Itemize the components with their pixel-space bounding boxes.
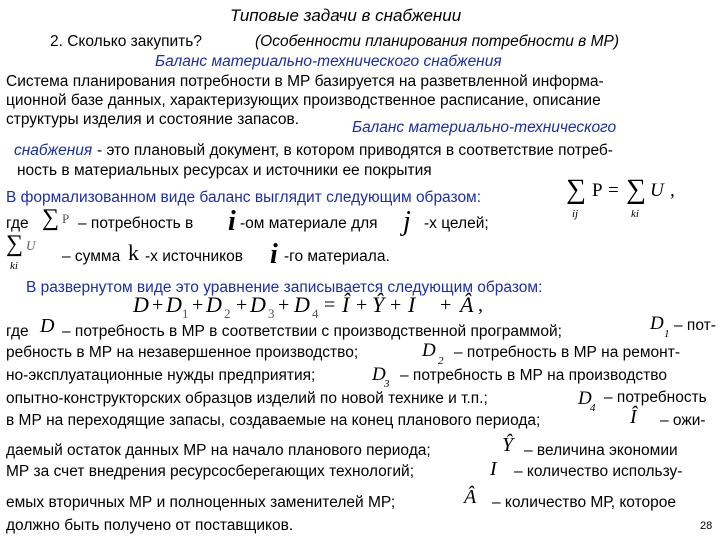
def-D4-text-a: – потребность — [604, 389, 707, 406]
formula-sub-ij: ij — [572, 208, 579, 220]
def-n3: 3 — [384, 378, 390, 390]
formula-sub-ki: ki — [631, 208, 639, 220]
eq-D3: D — [250, 292, 266, 317]
eq-plus-5: + — [356, 294, 368, 316]
def-D4: D — [578, 388, 592, 409]
eq-plus-2: + — [192, 294, 204, 316]
def-D2-text-a: – потребность в МР на ремонт- — [454, 344, 680, 361]
def-A-hat-text-b: должно быть получено от поставщиков. — [6, 517, 294, 534]
def-D1: D — [650, 313, 664, 334]
def-n4: 4 — [590, 402, 596, 414]
formal-view-line: В формализованном виде баланс выглядит следующим образом: — [6, 189, 482, 206]
def-D-text: – потребность в МР в соответствии с производственной программой; — [62, 323, 562, 340]
question-heading: 2. Сколько закупить? — [50, 33, 202, 50]
def-D1-text-a: – пот- — [674, 317, 716, 334]
eq-period: , — [478, 294, 483, 316]
def-I-hat: Î — [630, 406, 637, 428]
def-I-hat-text-b: даемый остаток данных МР на начало планового периода; — [6, 442, 431, 459]
def-I: I — [490, 458, 497, 480]
def-I-text-a: – количество использу- — [514, 463, 683, 480]
question-note: (Особенности планирования потребности в МР) — [255, 33, 619, 50]
def-Y-hat: Ŷ — [502, 434, 514, 456]
symbol-k: k — [128, 240, 139, 265]
inline-U: U — [26, 238, 36, 253]
slide-title: Типовые задачи в снабжении — [230, 6, 462, 25]
def-D3-text-a: – потребность в МР на производство — [400, 367, 667, 384]
text-sum: – сумма — [62, 248, 121, 265]
eq-n4: 4 — [312, 306, 319, 321]
def-A-hat-text-a: – количество МР, которое — [492, 494, 676, 511]
def-D2: D — [422, 340, 436, 361]
formula-sum-U: ∑ — [626, 174, 646, 205]
eq-D4: D — [294, 292, 310, 317]
page-number: 28 — [700, 520, 713, 532]
eq-plus-7: + — [440, 294, 452, 316]
symbol-j: j — [403, 206, 411, 237]
text-sources: -х источников — [145, 248, 243, 265]
eq-n3: 3 — [268, 306, 275, 321]
symbol-i-2: i — [270, 239, 278, 270]
eq-Y-hat: Ŷ — [372, 292, 385, 317]
def-n2: 2 — [438, 355, 444, 367]
def-D2-text-b: но-эксплуатационные нужды предприятия; — [6, 367, 316, 384]
def-D1-text-b: ребность в МР на незавершенное производство; — [6, 344, 359, 361]
def-Y-hat-text-a: – величина экономии — [524, 442, 678, 459]
text-goals: -х целей; — [424, 215, 489, 232]
inline-sub-ki: ki — [10, 260, 18, 272]
where-label-2: где — [6, 323, 29, 340]
eq-A-hat: Â — [460, 292, 474, 317]
def-D3-text-b: опытно-конструкторских образцов изделий по новой технике и т.п.; — [6, 390, 488, 407]
symbol-i-1: i — [228, 206, 236, 237]
eq-plus-3: + — [236, 294, 248, 316]
formula-eq: = — [608, 180, 619, 201]
text-material-for: -ом материале для — [240, 215, 378, 232]
def-I-hat-text-a: – ожи- — [660, 412, 706, 429]
def-A-hat: Â — [464, 486, 477, 508]
formula-U: U — [650, 180, 664, 201]
eq-D: D — [133, 292, 149, 317]
def-n1: 1 — [664, 328, 670, 340]
text-need-in: – потребность в — [78, 215, 194, 232]
term-supply: снабжения — [14, 142, 93, 159]
text-line-2: ционной базе данных, характеризующих производственное расписание, описание — [6, 92, 601, 109]
inline-sum-P: ∑ — [42, 205, 60, 231]
text-of-material: -го материала. — [284, 248, 390, 265]
formula-sum-P: ∑ — [566, 174, 586, 205]
eq-I: I — [408, 292, 416, 317]
text-line-4: - это плановый документ, в котором приводятся в соответствие потреб- — [97, 142, 613, 159]
eq-D2: D — [206, 292, 222, 317]
formula-P: P — [592, 180, 603, 201]
eq-plus-1: + — [152, 294, 164, 316]
eq-I-hat: Î — [342, 292, 350, 317]
inline-P: P — [62, 211, 70, 226]
eq-n2: 2 — [224, 306, 231, 321]
subtitle: Баланс материально-технического снабжения — [155, 53, 502, 70]
expanded-view-line: В развернутом виде это уравнение записывается следующим образом: — [26, 279, 543, 296]
text-line-5: ность в материальных ресурсах и источники ее покрытия — [17, 162, 432, 179]
def-D: D — [40, 315, 55, 337]
text-line-3: структуры изделия и состояние запасов. — [6, 111, 300, 128]
eq-plus-6: + — [390, 294, 402, 316]
text-line-1: Система планирования потребности в МР базируется на разветвленной информа- — [6, 73, 604, 90]
where-label-1: где — [6, 215, 29, 232]
formula-comma: , — [670, 180, 675, 201]
eq-eq: = — [324, 294, 336, 316]
def-I-text-b: емых вторичных МР и полноценных заменителей МР; — [6, 494, 396, 511]
inline-sum-U: ∑ — [6, 231, 24, 257]
eq-n1: 1 — [182, 306, 189, 321]
eq-D1: D — [166, 292, 182, 317]
term-balance: Баланс материально-технического — [352, 119, 617, 136]
def-D3: D — [372, 364, 386, 385]
def-Y-hat-text-b: МР за счет внедрения ресурсосберегающих технологий; — [6, 463, 415, 480]
def-D4-text-b: в МР на переходящие запасы, создаваемые на конец планового периода; — [6, 412, 541, 429]
eq-plus-4: + — [278, 294, 290, 316]
